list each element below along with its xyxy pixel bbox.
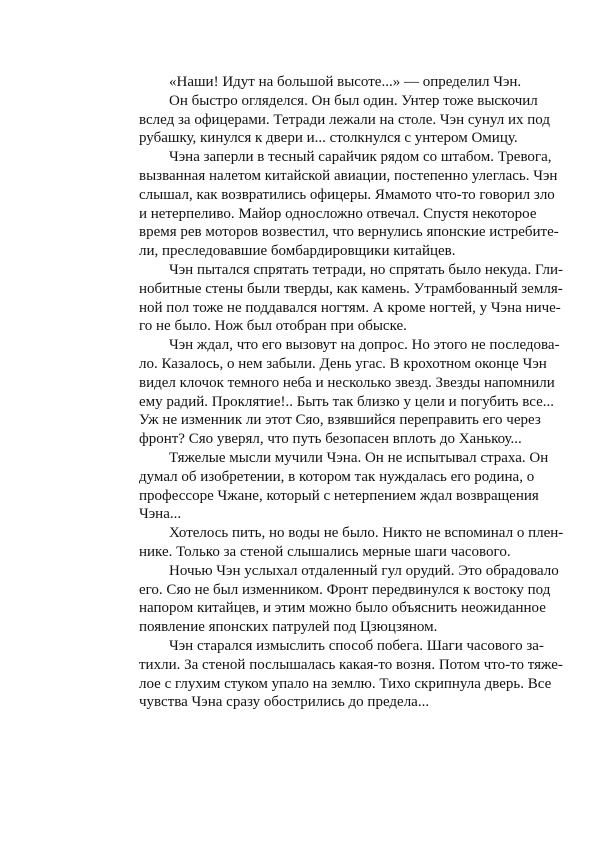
text-line: Уж не изменник ли этот Сяо, взявшийся переправить его через xyxy=(139,412,541,429)
text-line: появление японских патрулей под Цзюцзяном. xyxy=(139,619,438,636)
text-line: профессоре Чжане, который с нетерпением ждал возвращения xyxy=(139,487,539,504)
paragraph xyxy=(139,148,559,261)
text-line: вслед за офицерами. Тетради лежали на столе. Чэн сунул их под xyxy=(139,111,550,128)
text-line: нобитные стены были тверды, как камень. Утрамбованный земля- xyxy=(139,280,563,297)
text-line: его. Сяо не был изменником. Фронт передвинулся к востоку под xyxy=(139,581,551,598)
text-line: Чэн пытался спрятать тетради, но спрятать было некуда. Гли- xyxy=(169,261,564,278)
text-line: ему радий. Проклятие!.. Быть так близко у цели и погубить все... xyxy=(139,393,554,410)
text-line: думал об изобретении, в котором так нуждалась его родина, о xyxy=(139,468,535,485)
text-line: ло. Казалось, о нем забыли. День угас. В крохотном оконце Чэн xyxy=(139,355,547,372)
paragraph xyxy=(139,336,560,449)
text-line: ной пол тоже не поддавался ногтям. А кроме ногтей, у Чэна ниче- xyxy=(139,299,561,316)
text-line: ли, преследовавшие бомбардировщики китайцев. xyxy=(139,243,456,260)
text-line: «Наши! Идут на большой высоте...» — определил Чэн. xyxy=(169,74,522,90)
paragraph xyxy=(139,92,550,148)
text-line: время рев моторов возвестил, что вернулись японские истребите- xyxy=(139,224,559,241)
document-page xyxy=(139,73,564,712)
paragraph xyxy=(139,562,559,637)
text-line: фронт? Сяо уверял, что путь безопасен вплоть до Ханькоу... xyxy=(139,431,522,448)
text-line: чувства Чэна сразу обострились до предела... xyxy=(139,694,430,711)
paragraph xyxy=(139,261,564,336)
text-line: Чэн старался измыслить способ побега. Шаги часового за- xyxy=(169,637,544,654)
text-line: Хотелось пить, но воды не было. Никто не вспоминал о плен- xyxy=(169,525,564,542)
paragraph xyxy=(139,73,522,92)
text-line: Чэна... xyxy=(139,506,182,523)
text-line: рубашку, кинулся к двери и... столкнулся с унтером Омицу. xyxy=(139,130,518,147)
text-line: Чэн ждал, что его вызовут на допрос. Но этого не последова- xyxy=(169,337,560,354)
paragraph xyxy=(139,449,549,524)
text-line: нике. Только за стеной слышались мерные шаги часового. xyxy=(139,543,511,560)
paragraph xyxy=(139,637,563,712)
text-line: и нетерпеливо. Майор односложно отвечал. Спустя некоторое xyxy=(139,205,537,222)
text-line: Ночью Чэн услыхал отдаленный гул орудий. Это обрадовало xyxy=(169,562,559,579)
text-line: Чэна заперли в тесный сарайчик рядом со штабом. Тревога, xyxy=(169,149,552,166)
text-line: Тяжелые мысли мучили Чэна. Он не испытывал страха. Он xyxy=(169,449,549,466)
text-line: слышал, как возвратились офицеры. Ямамото что-то говорил зло xyxy=(139,186,555,203)
text-line: лое с глухим стуком упало на землю. Тихо скрипнула дверь. Все xyxy=(139,675,552,692)
paragraph xyxy=(139,524,564,562)
text-line: тихли. За стеной послышалась какая-то возня. Потом что-то тяже- xyxy=(139,656,563,673)
text-line: Он быстро огляделся. Он был один. Унтер тоже выскочил xyxy=(169,92,538,109)
text-line: напором китайцев, и этим можно было объяснить неожиданное xyxy=(139,600,546,617)
text-line: видел клочок темного неба и несколько звезд. Звезды напомнили xyxy=(139,374,555,391)
text-line: го не было. Нож был отобран при обыске. xyxy=(139,318,407,335)
text-line: вызванная налетом китайской авиации, постепенно улеглась. Чэн xyxy=(139,167,558,184)
